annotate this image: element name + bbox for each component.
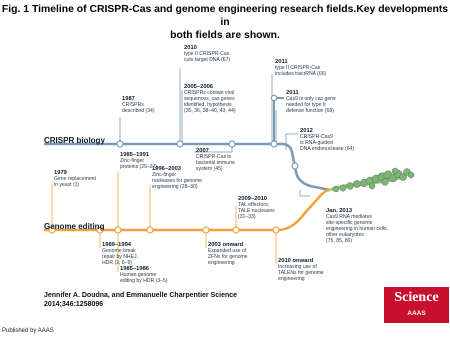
genome-node: [233, 227, 239, 233]
crispr-node: [117, 141, 123, 147]
crispr-node: [271, 95, 276, 100]
merge-cluster: [333, 168, 414, 192]
crispr-node: [177, 141, 183, 147]
event-1985-hdr: 1985–1986 Human genome editing by HDR (3–5): [120, 266, 168, 284]
genome-node: [203, 227, 209, 233]
crispr-node: [292, 163, 298, 169]
title-line-2: both fields are shown.: [170, 30, 280, 41]
crispr-track-label: CRISPR biology: [44, 136, 105, 145]
event-1996: 1996–2003 Zinc-finger nucleases for genome engineering (28–30): [152, 166, 203, 190]
event-2010: 2010 type II CRISPR-Cas cuts target DNA (67): [184, 45, 231, 63]
event-1987: 1987 CRISPRs described (34): [122, 96, 155, 114]
crispr-node: [271, 141, 277, 147]
event-2010-talen: 2010 onward Increasing use of TALENs for genome engineering: [278, 258, 324, 282]
genome-node: [115, 227, 121, 233]
event-2009: 2009–2010 TAL effectors; TALE nucleases (31–33): [238, 196, 275, 220]
crispr-branch-line: [274, 98, 284, 144]
publisher-note: Published by AAAS: [2, 328, 54, 334]
event-2012: 2012 CRISPR-Cas9 is RNA-guided DNA endonuclease (64): [300, 128, 355, 152]
genome-track-label: Genome editing: [44, 222, 105, 231]
logo-word: Science: [394, 290, 439, 305]
event-1985-zf: 1985–1991 Zinc-finger proteins (25–27): [120, 152, 158, 170]
event-1989: 1989–1994 Genome break repair by NHEJ, HDR (2, 6–9): [102, 242, 138, 266]
title-line-1: Fig. 1 Timeline of CRISPR-Cas and genome engineering research fields.Key developments in: [1, 4, 449, 28]
event-2005: 2005–2006 CRISPRs contain viral sequences, cas genes identified, hypothesis (35, 36, 38–40, 43, 44): [184, 84, 236, 114]
event-2011-cas9: 2011 Cas9 is only cas gene needed for type II defense function (68): [286, 90, 336, 114]
genome-node: [273, 227, 279, 233]
science-logo: [384, 287, 449, 323]
event-2007: 2007 CRISPR-Cas is bacterial immune system (45): [196, 148, 235, 172]
event-2011-tracr: 2011 type II CRISPR-Cas includes tracrRNA (66): [275, 59, 327, 77]
event-1979: 1979 Gene replacement in yeast (1): [54, 170, 96, 188]
citation: Jennifer A. Doudna, and Emmanuelle Charpentier Science 2014;346:1258096: [44, 292, 238, 308]
logo-aaas: AAAS: [407, 310, 426, 317]
crispr-node: [229, 141, 235, 147]
event-2013: Jan. 2013 Cas9 RNA mediates site-specific genome engineering in human cells, other eukaryotes (75, 85, 86): [326, 208, 389, 244]
event-2003: 2003 onward Expanded use of ZFNs for genome engineering: [208, 242, 248, 266]
genome-node: [147, 227, 153, 233]
